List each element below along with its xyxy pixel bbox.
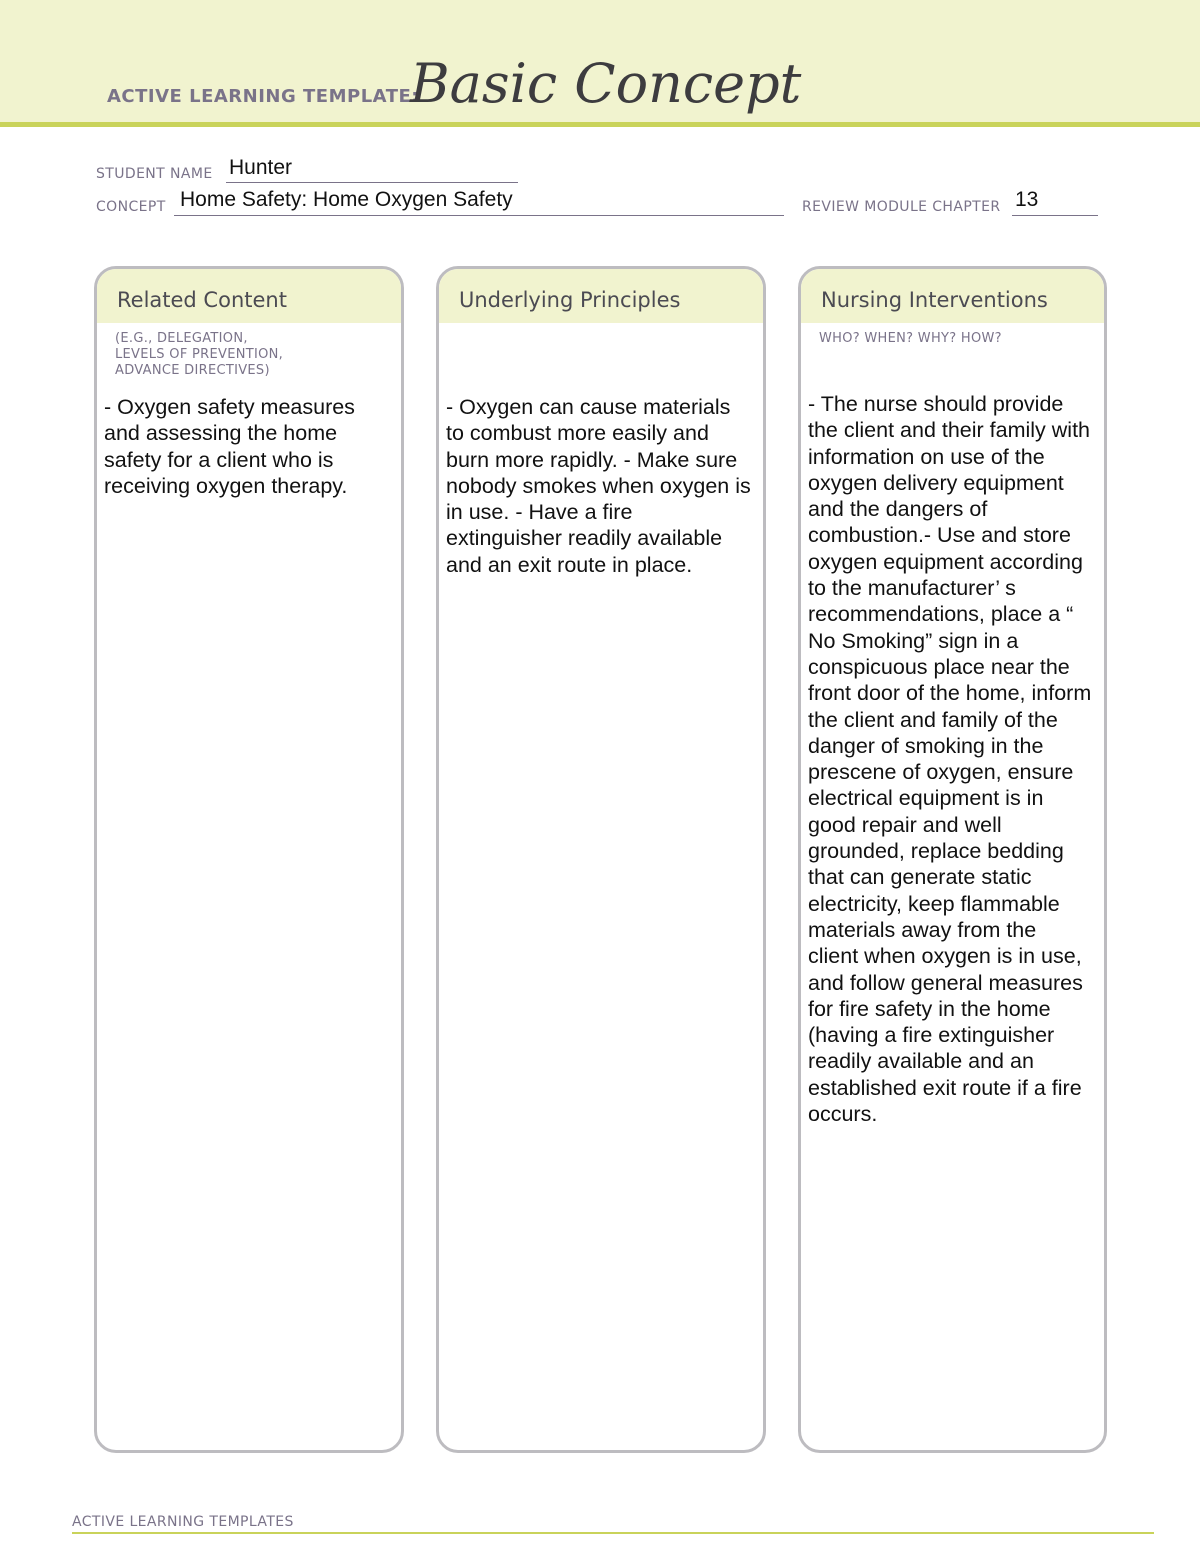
student-name-label: STUDENT NAME [96,166,213,182]
review-module-label: REVIEW MODULE CHAPTER [802,199,1001,215]
panel-subtitle: WHO? WHEN? WHY? HOW? [819,331,1002,346]
panel-title: Related Content [117,288,287,312]
nursing-interventions-text[interactable]: - The nurse should provide the client and their family with information on use of the oxygen delivery equipment and the dangers of combustion.- Use and store oxygen equipment according to the manufacturer’ s recommendations, place a “ No Smoking” sign in a conspicuous place near the front door of the home, inform the client and family of the danger of smoking in the prescene of oxygen, ensure electrical equipment is in good repair and well grounded, replace bedding that can generate static electricity, keep flammable materials away from the client when oxygen is in use, and follow general measures for fire safety in the home (having a fire extinguisher readily available and an established exit route if a fire occurs. [808,392,1092,1127]
review-module-field[interactable]: 13 [1015,188,1039,211]
footer-rule [72,1532,1154,1534]
panel-title: Underlying Principles [459,288,681,312]
page-title: Basic Concept [410,52,802,115]
template-label: ACTIVE LEARNING TEMPLATE: [107,86,419,107]
concept-underline [174,215,784,216]
header-rule [0,122,1200,127]
underlying-principles-text[interactable]: - Oxygen can cause materials to combust more easily and burn more rapidly. - Make sure nobody smokes when oxygen is in use. - Have a fire extinguisher readily available and an exit route in place. [446,395,751,577]
related-content-text[interactable]: - Oxygen safety measures and assessing the home safety for a client who is receiving oxygen therapy. [104,395,355,498]
panel-subtitle: (E.G., DELEGATION, LEVELS OF PREVENTION, ADVANCE DIRECTIVES) [115,331,284,378]
review-module-underline [1012,215,1098,216]
concept-label: CONCEPT [96,199,166,215]
related-content-panel [94,266,404,1453]
concept-field[interactable]: Home Safety: Home Oxygen Safety [180,188,513,211]
student-name-field[interactable]: Hunter [229,156,293,179]
underlying-principles-panel [436,266,766,1453]
nursing-interventions-panel [798,266,1107,1453]
footer-label: ACTIVE LEARNING TEMPLATES [72,1514,294,1530]
panel-title: Nursing Interventions [821,288,1048,312]
student-name-underline [226,182,518,183]
